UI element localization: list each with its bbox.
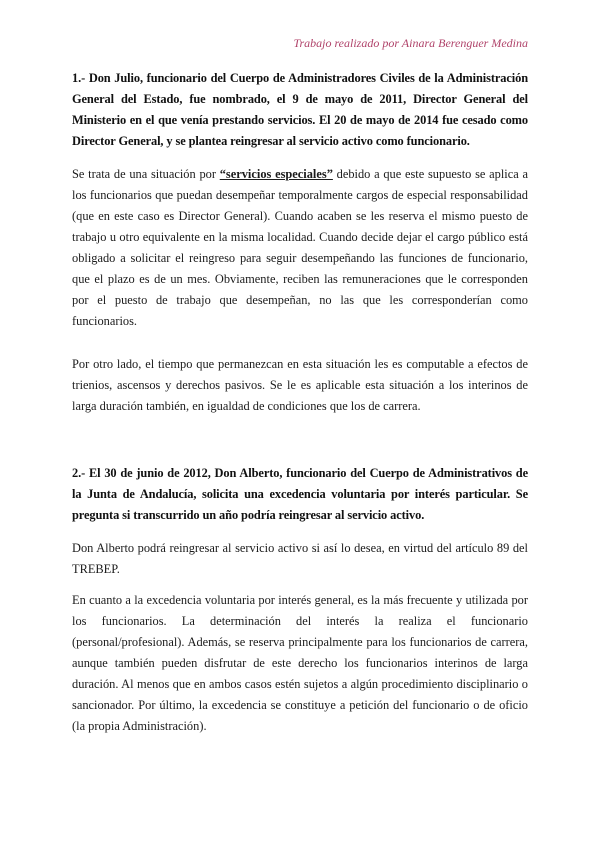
- author-header: Trabajo realizado por Ainara Berenguer Medina: [293, 36, 528, 50]
- question-2: 2.- El 30 de junio de 2012, Don Alberto, funcionario del Cuerpo de Administrativos de la Junta de Andalucía, solicita una excedencia voluntaria por interés particular. Se pregunta si transcurrido un año podría reingresar al servicio activo.: [72, 466, 528, 522]
- answer-1-paragraph-1: [72, 164, 528, 332]
- answer-2-paragraph-2: En cuanto a la excedencia voluntaria por interés general, es la más frecuente y utilizada por los funcionarios. La determinación del interés la realiza el funcionario (personal/profesional). Además, se reserva principalmente para los funcionarios de carrera, aunque también pueden disfrutar de este derecho los funcionarios interinos de larga duración. Al menos que en ambos casos estén sujetos a algún procedimiento disciplinario o sancionador. Por último, la excedencia se constituye a petición del funcionario o de oficio (la propia Administración).: [72, 593, 528, 733]
- document-body: [72, 68, 528, 737]
- question-1: 1.- Don Julio, funcionario del Cuerpo de Administradores Civiles de la Administración General del Estado, fue nombrado, el 9 de mayo de 2011, Director General del Ministerio en el que venía prestando servicios. El 20 de mayo de 2014 fue cesado como Director General, y se plantea reingresar al servicio activo como funcionario.: [72, 71, 528, 148]
- answer-1-paragraph-2: Por otro lado, el tiempo que permanezcan en esta situación les es computable a efectos de trienios, ascensos y derechos pasivos. Se le es aplicable esta situación a los interinos de larga duración también, en igualdad de condiciones que los de carrera.: [72, 357, 528, 413]
- answer-1-rest: debido a que este supuesto se aplica a los funcionarios que puedan desempeñar temporalmente cargos de especial responsabilidad (que en este caso es Director General). Cuando acaben se les reserva el mismo puesto de trabajo u otro equivalente en la misma localidad. Cuando decide dejar el cargo público está obligado a solicitar el reingreso para seguir desempeñando las funciones de funcionario, que el plazo es de un mes. Obviamente, reciben las remuneraciones que le corresponden por el puesto de trabajo que desempeñan, no las que les corresponderían como funcionarios.: [72, 167, 528, 328]
- answer-1-intro: Se trata de una situación por: [72, 167, 220, 181]
- answer-2-paragraph-1: Don Alberto podrá reingresar al servicio activo si así lo desea, en virtud del artículo 89 del TREBEP.: [72, 541, 528, 576]
- servicios-especiales-term: “servicios especiales”: [219, 167, 333, 181]
